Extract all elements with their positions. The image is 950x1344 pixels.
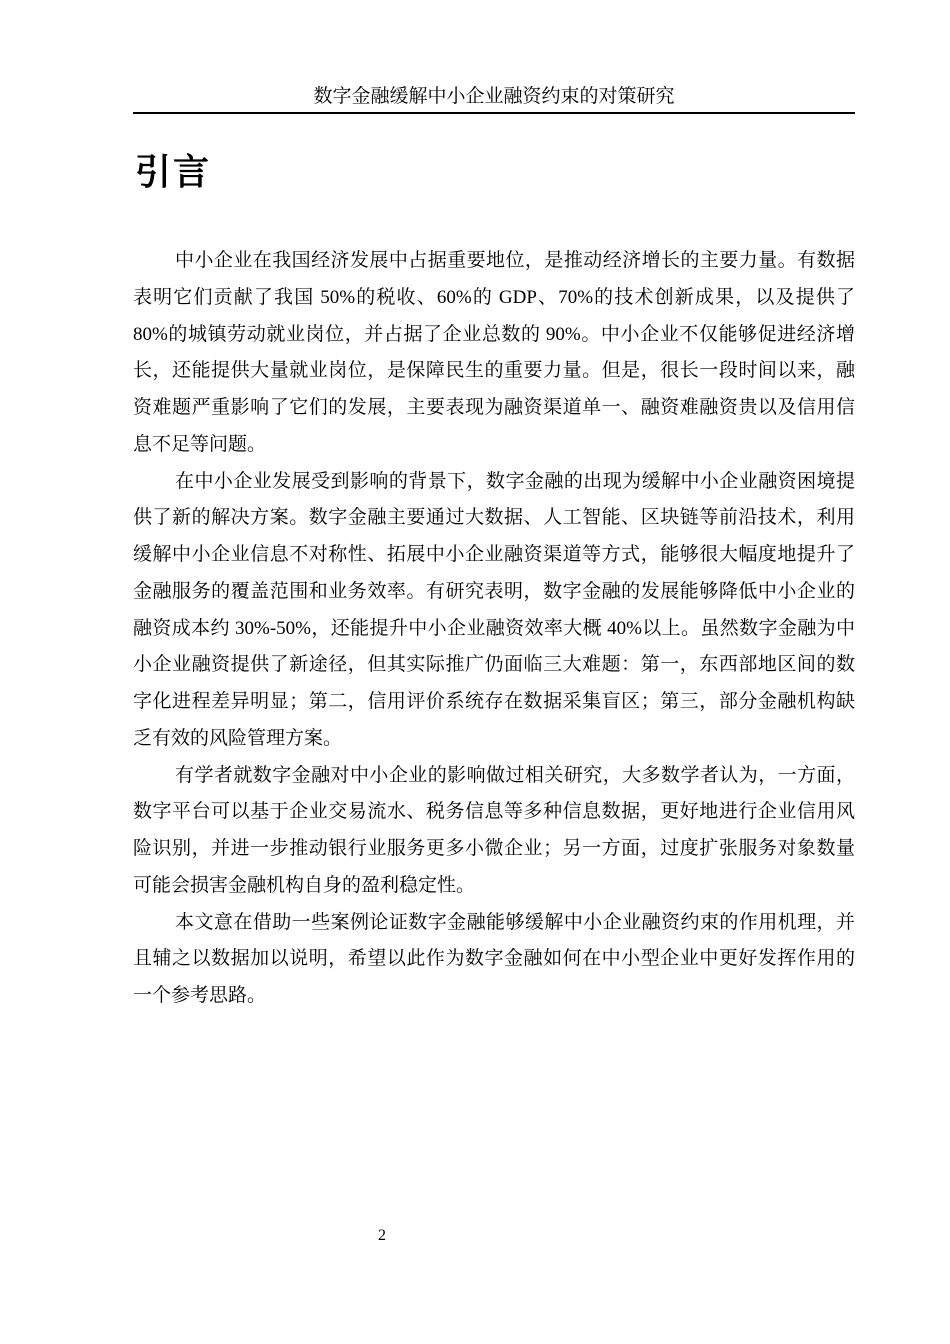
paragraph-line: 金融服务的覆盖范围和业务效率。有研究表明，数字金融的发展能够降低中小企业的 (133, 580, 855, 602)
paragraph-line: 长，还能提供大量就业岗位，是保障民生的重要力量。但是，很长一段时间以来，融 (133, 360, 855, 382)
paragraph-line: 资难题严重影响了它们的发展，主要表现为融资渠道单一、融资难融资贵以及信用信 (133, 397, 855, 418)
paragraph-line: 在中小企业发展受到影响的背景下，数字金融的出现为缓解中小企业融资困境提 (175, 470, 855, 492)
page-number: 2 (378, 1227, 386, 1244)
paragraph-line: 本文意在借助一些案例论证数字金融能够缓解中小企业融资约束的作用机理，并 (175, 911, 855, 933)
paragraph (133, 905, 855, 1015)
paragraph-line: 字化进程差异明显；第二，信用评价系统存在数据采集盲区；第三，部分金融机构缺 (133, 691, 855, 712)
document-body (133, 243, 855, 1015)
paragraph (133, 243, 855, 464)
paragraph-line: 数字平台可以基于企业交易流水、税务信息等多种信息数据，更好地进行企业信用风 (133, 801, 855, 823)
paragraph-line: 中小企业在我国经济发展中占据重要地位，是推动经济增长的主要力量。有数据 (175, 250, 855, 271)
paragraph (133, 464, 855, 758)
paragraph-line: 险识别，并进一步推动银行业服务更多小微企业；另一方面，过度扩张服务对象数量 (133, 838, 855, 859)
paragraph-line: 息不足等问题。 (133, 433, 267, 455)
paragraph-line: 供了新的解决方案。数字金融主要通过大数据、人工智能、区块链等前沿技术，利用 (133, 507, 855, 529)
paragraph-line: 80%的城镇劳动就业岗位，并占据了企业总数的 90%。中小企业不仅能够促进经济增 (133, 323, 855, 345)
paragraph-line: 融资成本约 30%-50%，还能提升中小企业融资效率大概 40%以上。虽然数字金融为中 (133, 617, 855, 639)
paragraph-line: 一个参考思路。 (133, 985, 267, 1006)
paragraph-line: 且辅之以数据加以说明，希望以此作为数字金融如何在中小型企业中更好发挥作用的 (133, 948, 855, 970)
paragraph-line: 可能会损害金融机构自身的盈利稳定性。 (133, 874, 476, 896)
paragraph-line: 有学者就数字金融对中小企业的影响做过相关研究，大多数学者认为，一方面， (175, 764, 855, 786)
section-heading: 引言 (135, 151, 212, 192)
running-header-title: 数字金融缓解中小企业融资约束的对策研究 (313, 86, 675, 107)
paragraph-line: 小企业融资提供了新途径，但其实际推广仍面临三大难题：第一，东西部地区间的数 (133, 654, 855, 676)
paragraph-line: 表明它们贡献了我国 50%的税收、60%的 GDP、70%的技术创新成果，以及提供了 (133, 286, 855, 308)
paragraph-line: 缓解中小企业信息不对称性、拓展中小企业融资渠道等方式，能够很大幅度地提升了 (133, 544, 855, 565)
paragraph-line: 乏有效的风险管理方案。 (133, 727, 343, 749)
running-header (133, 86, 855, 114)
paragraph (133, 758, 855, 905)
